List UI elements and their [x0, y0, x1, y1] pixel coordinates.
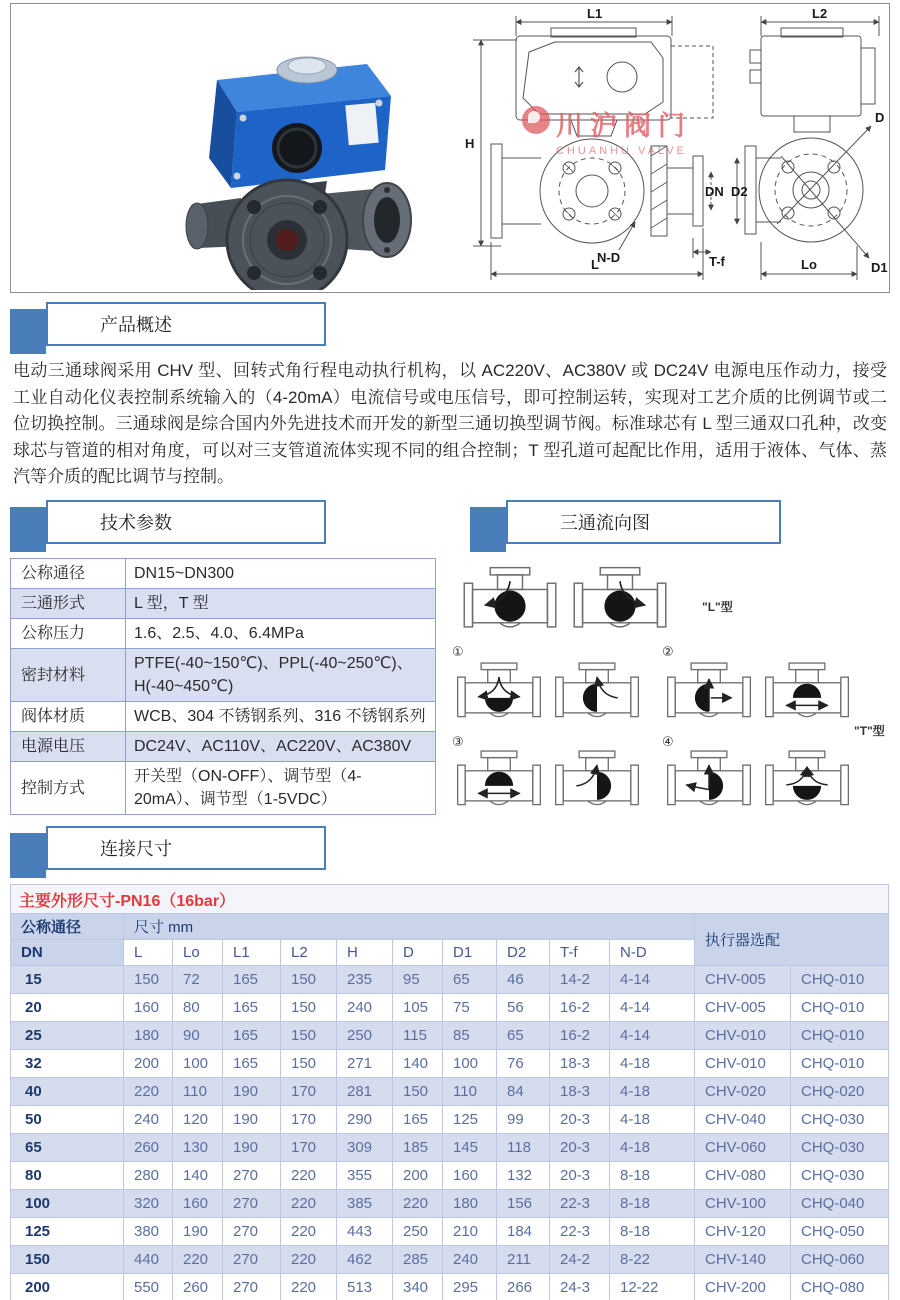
- chv-cell: CHV-120: [695, 1218, 791, 1246]
- dim-cell: 250: [337, 1022, 393, 1050]
- chq-cell: CHQ-010: [791, 1022, 889, 1050]
- dim-cell: 240: [124, 1106, 173, 1134]
- tech-params-table: [10, 558, 436, 815]
- table-row: [11, 1134, 889, 1162]
- section-title-dims: 连接尺寸: [46, 826, 326, 870]
- dim-cell: 120: [173, 1106, 223, 1134]
- dims-table-caption: 主要外形尺寸-PN16（16bar）: [11, 885, 889, 914]
- dn-cell: 200: [11, 1274, 124, 1300]
- table-row: [11, 1106, 889, 1134]
- chv-cell: CHV-140: [695, 1246, 791, 1274]
- dim-cell: 18-3: [550, 1078, 610, 1106]
- dim-cell: 184: [497, 1218, 550, 1246]
- chq-cell: CHQ-010: [791, 994, 889, 1022]
- dim-cell: 20-3: [550, 1106, 610, 1134]
- chv-cell: CHV-010: [695, 1022, 791, 1050]
- section-marker: [10, 833, 46, 878]
- chv-cell: CHV-060: [695, 1134, 791, 1162]
- table-row: [11, 1190, 889, 1218]
- dim-cell: 260: [173, 1274, 223, 1300]
- dim-cell: 4-14: [610, 1022, 695, 1050]
- dims-col-header: L: [124, 940, 173, 966]
- dim-cell: 100: [443, 1050, 497, 1078]
- t-type-label: "T"型: [854, 724, 885, 738]
- chv-cell: CHV-080: [695, 1162, 791, 1190]
- dim-cell: 320: [124, 1190, 173, 1218]
- tech-row-value: DC24V、AC110V、AC220V、AC380V: [126, 732, 436, 762]
- valve-flow-diagram: [662, 746, 756, 820]
- table-row: [11, 1246, 889, 1274]
- dim-cell: 4-14: [610, 966, 695, 994]
- dim-label-tf: T-f: [709, 254, 725, 269]
- tech-row: [11, 619, 436, 649]
- dn-cell: 80: [11, 1162, 124, 1190]
- dims-col-header: D2: [497, 940, 550, 966]
- dims-col-header: D1: [443, 940, 497, 966]
- dim-cell: 200: [124, 1050, 173, 1078]
- dim-cell: 14-2: [550, 966, 610, 994]
- dim-cell: 84: [497, 1078, 550, 1106]
- table-row: [11, 1022, 889, 1050]
- product-photo: [139, 8, 449, 290]
- dim-cell: 190: [223, 1106, 281, 1134]
- dim-cell: 170: [281, 1106, 337, 1134]
- dim-cell: 380: [124, 1218, 173, 1246]
- section-title-overview: 产品概述: [46, 302, 326, 346]
- section-header-flow: [470, 500, 781, 552]
- col-group-size: 尺寸 mm: [124, 914, 695, 940]
- dims-table: [10, 884, 889, 1300]
- valve-flow-diagram: [662, 658, 756, 732]
- dim-cell: 160: [124, 994, 173, 1022]
- tech-row-value: 开关型（ON-OFF）、调节型（4-20mA）、调节型（1-5VDC）: [126, 762, 436, 815]
- dim-cell: 115: [393, 1022, 443, 1050]
- dim-cell: 140: [393, 1050, 443, 1078]
- dim-cell: 76: [497, 1050, 550, 1078]
- valve-flow-diagram: [550, 658, 644, 732]
- tech-row: [11, 559, 436, 589]
- section-header-dims: [10, 826, 326, 878]
- product-image-panel: [10, 3, 890, 293]
- dim-cell: 150: [281, 1022, 337, 1050]
- dim-cell: 385: [337, 1190, 393, 1218]
- chv-cell: CHV-005: [695, 994, 791, 1022]
- dim-cell: 270: [223, 1190, 281, 1218]
- chv-cell: CHV-020: [695, 1078, 791, 1106]
- dim-label-dn: DN: [705, 184, 724, 199]
- dim-cell: 220: [393, 1190, 443, 1218]
- dim-cell: 210: [443, 1218, 497, 1246]
- dim-cell: 80: [173, 994, 223, 1022]
- dim-cell: 440: [124, 1246, 173, 1274]
- dim-label-l1: L1: [587, 6, 603, 21]
- dim-cell: 105: [393, 994, 443, 1022]
- chq-cell: CHQ-030: [791, 1162, 889, 1190]
- tech-row-value: PTFE(-40~150℃)、PPL(-40~250℃)、H(-40~450℃): [126, 649, 436, 702]
- dim-cell: 271: [337, 1050, 393, 1078]
- table-row: [11, 994, 889, 1022]
- valve-flow-diagram: [760, 746, 854, 820]
- dim-cell: 145: [443, 1134, 497, 1162]
- dim-cell: 150: [124, 966, 173, 994]
- dim-cell: 22-3: [550, 1190, 610, 1218]
- dim-cell: 4-14: [610, 994, 695, 1022]
- valve-flow-diagram: [452, 658, 546, 732]
- tech-row-label: 公称压力: [11, 619, 126, 649]
- table-row: [11, 1274, 889, 1300]
- table-row: [11, 1078, 889, 1106]
- dim-cell: 190: [173, 1218, 223, 1246]
- dim-cell: 65: [443, 966, 497, 994]
- dim-cell: 125: [443, 1106, 497, 1134]
- dim-cell: 270: [223, 1274, 281, 1300]
- dims-table-group-row: [11, 914, 889, 940]
- dim-label-l2: L2: [812, 6, 828, 21]
- dim-cell: 4-18: [610, 1050, 695, 1078]
- chq-cell: CHQ-050: [791, 1218, 889, 1246]
- brand-watermark-en: CHUANHU VALVE: [556, 145, 687, 157]
- dim-cell: 180: [124, 1022, 173, 1050]
- dim-cell: 150: [281, 966, 337, 994]
- dim-cell: 185: [393, 1134, 443, 1162]
- dim-cell: 220: [281, 1190, 337, 1218]
- dim-cell: 165: [223, 994, 281, 1022]
- dim-cell: 190: [223, 1078, 281, 1106]
- dn-cell: 40: [11, 1078, 124, 1106]
- dim-cell: 220: [173, 1246, 223, 1274]
- dn-cell: 50: [11, 1106, 124, 1134]
- tech-row-value: WCB、304 不锈钢系列、316 不锈钢系列: [126, 702, 436, 732]
- dim-cell: 24-3: [550, 1274, 610, 1300]
- dim-cell: 180: [443, 1190, 497, 1218]
- chq-cell: CHQ-030: [791, 1106, 889, 1134]
- dim-cell: 165: [223, 1050, 281, 1078]
- dim-cell: 140: [173, 1162, 223, 1190]
- tech-row-label: 阀体材质: [11, 702, 126, 732]
- dim-cell: 75: [443, 994, 497, 1022]
- dim-cell: 130: [173, 1134, 223, 1162]
- dim-cell: 220: [281, 1218, 337, 1246]
- dim-label-lo: Lo: [801, 257, 817, 272]
- section-marker: [10, 507, 46, 552]
- chq-cell: CHQ-020: [791, 1078, 889, 1106]
- dim-cell: 260: [124, 1134, 173, 1162]
- table-row: [11, 1050, 889, 1078]
- tech-row-label: 公称通径: [11, 559, 126, 589]
- chv-cell: CHV-200: [695, 1274, 791, 1300]
- dimension-drawing: [459, 6, 894, 290]
- dim-cell: 170: [281, 1078, 337, 1106]
- dim-cell: 18-3: [550, 1050, 610, 1078]
- tech-row: [11, 589, 436, 619]
- overview-text: 电动三通球阀采用 CHV 型、回转式角行程电动执行机构，以 AC220V、AC380V 或 DC24V 电源电压作动力，接受工业自动化仪表控制系统输入的（4-20mA）电流信号或电压信号，即可控制运转，实现对工艺介质的比例调节或二位切换控制。三通球阀是综合国内外先进技术而开发的新型三通切换型调节阀。标准球芯有 L 型三通双口孔种，改变球芯与管道的相对角度，可以对三支管道流体实现不同的组合控制；T 型孔道可起配比作用，适用于液体、气体、蒸汽等介质的配比调节与控制。: [13, 361, 887, 486]
- dim-cell: 56: [497, 994, 550, 1022]
- chv-cell: CHV-100: [695, 1190, 791, 1218]
- tech-row-value: L 型，T 型: [126, 589, 436, 619]
- dim-cell: 200: [393, 1162, 443, 1190]
- dn-cell: 32: [11, 1050, 124, 1078]
- table-row: [11, 1162, 889, 1190]
- chv-cell: CHV-010: [695, 1050, 791, 1078]
- dim-cell: 90: [173, 1022, 223, 1050]
- tech-row: [11, 762, 436, 815]
- dn-cell: 65: [11, 1134, 124, 1162]
- flow-group-number: ③: [452, 734, 464, 749]
- chq-cell: CHQ-010: [791, 966, 889, 994]
- dim-cell: 355: [337, 1162, 393, 1190]
- dim-cell: 100: [173, 1050, 223, 1078]
- dim-cell: 4-18: [610, 1134, 695, 1162]
- dim-cell: 110: [173, 1078, 223, 1106]
- tech-row-label: 密封材料: [11, 649, 126, 702]
- dim-cell: 65: [497, 1022, 550, 1050]
- dim-cell: 290: [337, 1106, 393, 1134]
- dim-cell: 280: [124, 1162, 173, 1190]
- brand-watermark-cn: 川沪阀门: [556, 111, 692, 141]
- dim-cell: 20-3: [550, 1162, 610, 1190]
- chq-cell: CHQ-060: [791, 1246, 889, 1274]
- dim-cell: 150: [281, 994, 337, 1022]
- dim-cell: 8-22: [610, 1246, 695, 1274]
- col-group-dn: 公称通径: [11, 914, 124, 940]
- dim-cell: 220: [124, 1078, 173, 1106]
- dim-cell: 8-18: [610, 1190, 695, 1218]
- dim-cell: 8-18: [610, 1218, 695, 1246]
- dim-cell: 266: [497, 1274, 550, 1300]
- section-header-overview: [10, 302, 326, 354]
- valve-flow-diagram: [760, 658, 854, 732]
- dim-cell: 240: [443, 1246, 497, 1274]
- dim-cell: 46: [497, 966, 550, 994]
- dim-cell: 165: [223, 1022, 281, 1050]
- dims-table-caption-row: [11, 885, 889, 914]
- dim-cell: 220: [281, 1246, 337, 1274]
- dim-cell: 211: [497, 1246, 550, 1274]
- chq-cell: CHQ-010: [791, 1050, 889, 1078]
- dim-cell: 235: [337, 966, 393, 994]
- dim-cell: 160: [443, 1162, 497, 1190]
- dims-col-header: Lo: [173, 940, 223, 966]
- section-marker: [10, 309, 46, 354]
- dim-label-d: D: [875, 110, 885, 125]
- dims-col-header: T-f: [550, 940, 610, 966]
- dim-cell: 16-2: [550, 994, 610, 1022]
- tech-row-label: 电源电压: [11, 732, 126, 762]
- dim-cell: 4-18: [610, 1106, 695, 1134]
- dim-label-d2: D2: [731, 184, 748, 199]
- table-row: [11, 966, 889, 994]
- dim-cell: 110: [443, 1078, 497, 1106]
- dim-label-h: H: [465, 136, 475, 151]
- dn-cell: 100: [11, 1190, 124, 1218]
- tech-row: [11, 732, 436, 762]
- dim-cell: 270: [223, 1246, 281, 1274]
- dim-cell: 150: [281, 1050, 337, 1078]
- dims-col-header: D: [393, 940, 443, 966]
- chq-cell: CHQ-030: [791, 1134, 889, 1162]
- dim-cell: 16-2: [550, 1022, 610, 1050]
- dim-cell: 309: [337, 1134, 393, 1162]
- dim-cell: 190: [223, 1134, 281, 1162]
- dim-cell: 72: [173, 966, 223, 994]
- valve-flow-diagram: [550, 746, 644, 820]
- dim-cell: 99: [497, 1106, 550, 1134]
- dim-cell: 295: [443, 1274, 497, 1300]
- dim-cell: 270: [223, 1162, 281, 1190]
- dim-cell: 285: [393, 1246, 443, 1274]
- dim-cell: 150: [393, 1078, 443, 1106]
- dim-cell: 340: [393, 1274, 443, 1300]
- section-title-flow: 三通流向图: [506, 500, 781, 544]
- dims-col-header: L2: [281, 940, 337, 966]
- dim-cell: 220: [281, 1162, 337, 1190]
- dim-cell: 12-22: [610, 1274, 695, 1300]
- dim-cell: 8-18: [610, 1162, 695, 1190]
- section-title-tech: 技术参数: [46, 500, 326, 544]
- valve-flow-diagram: [452, 746, 546, 820]
- section-header-tech: [10, 500, 326, 552]
- dim-cell: 132: [497, 1162, 550, 1190]
- dim-cell: 118: [497, 1134, 550, 1162]
- tech-row-value: DN15~DN300: [126, 559, 436, 589]
- dim-cell: 170: [281, 1134, 337, 1162]
- chv-cell: CHV-040: [695, 1106, 791, 1134]
- dim-cell: 160: [173, 1190, 223, 1218]
- dim-cell: 281: [337, 1078, 393, 1106]
- dims-col-header: H: [337, 940, 393, 966]
- flow-diagram-panel: [450, 552, 898, 824]
- dim-cell: 513: [337, 1274, 393, 1300]
- dim-cell: 550: [124, 1274, 173, 1300]
- table-row: [11, 1218, 889, 1246]
- dim-cell: 250: [393, 1218, 443, 1246]
- dim-cell: 85: [443, 1022, 497, 1050]
- dn-cell: 150: [11, 1246, 124, 1274]
- section-marker: [470, 507, 506, 552]
- tech-row-label: 三通形式: [11, 589, 126, 619]
- dn-cell: 25: [11, 1022, 124, 1050]
- dn-cell: 125: [11, 1218, 124, 1246]
- dims-col-header: L1: [223, 940, 281, 966]
- dim-label-l: L: [591, 257, 599, 272]
- dn-header: DN: [11, 940, 124, 966]
- dim-cell: 20-3: [550, 1134, 610, 1162]
- tech-row-label: 控制方式: [11, 762, 126, 815]
- dim-cell: 240: [337, 994, 393, 1022]
- tech-row-value: 1.6、2.5、4.0、6.4MPa: [126, 619, 436, 649]
- chq-cell: CHQ-040: [791, 1190, 889, 1218]
- dims-col-header: N-D: [610, 940, 695, 966]
- flow-group-number: ④: [662, 734, 674, 749]
- tech-row: [11, 649, 436, 702]
- flow-group-number: ②: [662, 644, 674, 659]
- dim-cell: 22-3: [550, 1218, 610, 1246]
- chv-cell: CHV-005: [695, 966, 791, 994]
- dim-cell: 4-18: [610, 1078, 695, 1106]
- chq-cell: CHQ-080: [791, 1274, 889, 1300]
- dim-label-nd: N-D: [597, 250, 621, 265]
- col-group-actuator: 执行器选配: [695, 914, 889, 966]
- flow-group-number: ①: [452, 644, 464, 659]
- dim-cell: 270: [223, 1218, 281, 1246]
- dn-cell: 20: [11, 994, 124, 1022]
- dim-cell: 220: [281, 1274, 337, 1300]
- dim-cell: 165: [393, 1106, 443, 1134]
- dim-label-d1: D1: [871, 260, 888, 275]
- dim-cell: 24-2: [550, 1246, 610, 1274]
- valve-flow-diagram: [568, 562, 672, 644]
- dim-cell: 462: [337, 1246, 393, 1274]
- dim-cell: 95: [393, 966, 443, 994]
- l-type-label: "L"型: [702, 600, 733, 614]
- dim-cell: 443: [337, 1218, 393, 1246]
- dim-cell: 165: [223, 966, 281, 994]
- dn-cell: 15: [11, 966, 124, 994]
- dim-cell: 156: [497, 1190, 550, 1218]
- valve-flow-diagram: [458, 562, 562, 644]
- tech-row: [11, 702, 436, 732]
